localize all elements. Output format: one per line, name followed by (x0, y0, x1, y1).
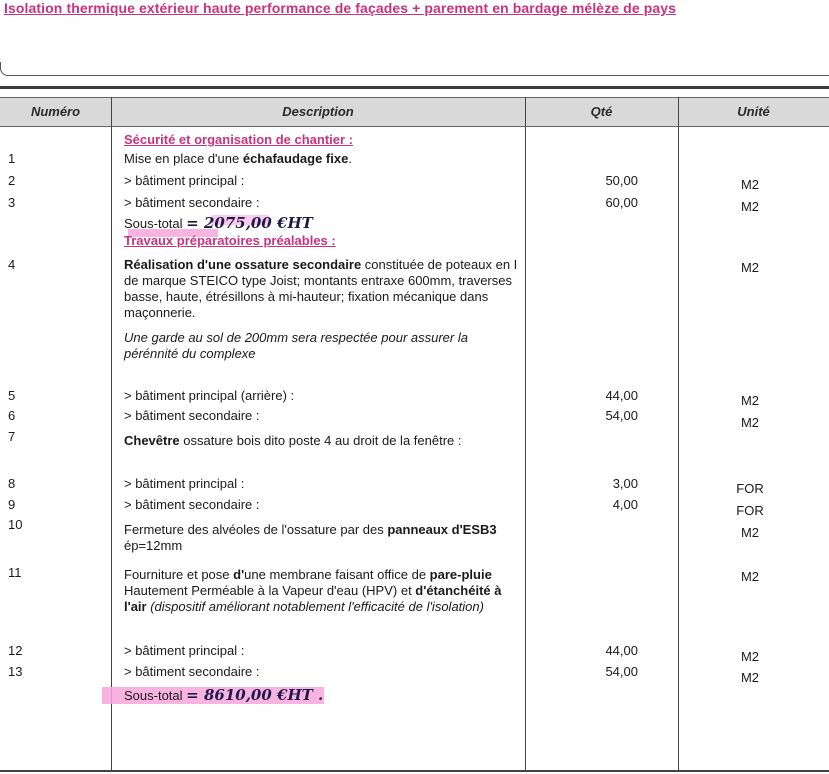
row-description: > bâtiment secondaire : (124, 408, 260, 423)
desc-text: . (348, 151, 352, 166)
row-number: 4 (8, 257, 16, 272)
row-quantity: 4,00 (612, 497, 638, 512)
header-unite: Unité (737, 104, 770, 119)
row-description: > bâtiment principal : (124, 173, 245, 188)
row-quantity: 60,00 (605, 195, 638, 210)
row-quantity: 44,00 (605, 388, 638, 403)
row-description (124, 567, 519, 615)
desc-text: ossature bois dito poste 4 au droit de la fenêtre : (179, 433, 462, 448)
row-number: 10 (8, 517, 23, 532)
row-description (124, 433, 519, 449)
row-description: > bâtiment principal : (124, 476, 245, 491)
row-number: 11 (8, 565, 22, 580)
row-description (124, 522, 519, 554)
row-number: 3 (8, 195, 16, 210)
handwritten-subtotal: = 2075,00 €HT (186, 214, 313, 232)
row-unit: M2 (740, 260, 760, 275)
column-divider (111, 97, 112, 770)
subtotal-label: Sous-total (124, 216, 183, 231)
desc-text: ép=12mm (124, 538, 183, 553)
row-description (124, 151, 519, 167)
row-unit: M2 (740, 199, 760, 214)
row-number: 5 (8, 388, 16, 403)
section-title: Travaux préparatoires préalables : (124, 233, 336, 248)
handwritten-subtotal: = 8610,00 €HT . (186, 686, 324, 704)
row-description: > bâtiment secondaire : (124, 497, 260, 512)
row-description (124, 257, 519, 321)
row-number: 12 (8, 643, 23, 658)
column-divider (525, 97, 526, 770)
row-unit: M2 (740, 670, 760, 685)
subtotal-label: Sous-total (124, 688, 183, 703)
row-unit: M2 (740, 177, 760, 192)
frame-border-line (0, 62, 829, 76)
table-header (0, 97, 829, 127)
row-description: > bâtiment secondaire : (124, 664, 260, 679)
column-divider (678, 97, 679, 770)
desc-text: Fourniture et pose (124, 567, 234, 582)
row-number: 9 (8, 497, 16, 512)
row-note: Une garde au sol de 200mm sera respectée pour assurer la pérénnité du complexe (124, 330, 468, 361)
row-unit: FOR (736, 481, 764, 496)
separator-line (0, 86, 829, 89)
desc-text: constituée de poteaux en I de marque STEICO type Joist; montants entraxe 600mm, traverses basse, haute, étrésillons à mi-hauteur; fixation mécanique dans maçonnerie. (124, 257, 518, 320)
row-number: 13 (8, 664, 23, 679)
desc-bold: d' (233, 567, 245, 582)
desc-bold: échafaudage fixe (242, 151, 349, 166)
desc-bold: Chevêtre (124, 433, 180, 448)
subtotal-row (124, 215, 519, 232)
document-title: Isolation thermique extérieur haute performance de façades + parement en bardage mélèze de pays (4, 0, 677, 16)
header-numero: Numéro (30, 104, 81, 119)
section-title: Sécurité et organisation de chantier : (124, 132, 353, 147)
desc-italic: (dispositif améliorant notablement l'efficacité de l'isolation) (146, 599, 484, 614)
row-unit: FOR (736, 503, 764, 518)
quote-table (0, 97, 829, 772)
row-description: > bâtiment principal : (124, 643, 245, 658)
desc-text: une membrane faisant office de (244, 567, 430, 582)
desc-bold: pare-pluie (429, 567, 492, 582)
row-unit: M2 (740, 649, 760, 664)
desc-bold: Réalisation d'une ossature secondaire (124, 257, 362, 272)
row-quantity: 50,00 (605, 173, 638, 188)
subtotal-row (124, 687, 519, 704)
header-qte: Qté (590, 104, 613, 119)
row-number: 7 (8, 429, 16, 444)
header-description: Description (282, 104, 354, 119)
row-description: > bâtiment principal (arrière) : (124, 388, 295, 403)
row-quantity: 44,00 (605, 643, 638, 658)
row-number: 1 (8, 151, 16, 166)
row-number: 8 (8, 476, 16, 491)
desc-bold: panneaux d'ESB3 (387, 522, 497, 537)
row-unit: M2 (740, 415, 760, 430)
desc-text: Fermeture des alvéoles de l'ossature par des (124, 522, 388, 537)
desc-bold: d'étanchéité à l'air (124, 583, 502, 614)
row-number: 6 (8, 408, 16, 423)
desc-text: Mise en place d'une (124, 151, 243, 166)
row-number: 2 (8, 173, 16, 188)
row-quantity: 54,00 (605, 664, 638, 679)
row-quantity: 54,00 (605, 408, 638, 423)
row-unit: M2 (740, 525, 760, 540)
row-unit: M2 (740, 393, 760, 408)
desc-text: Hautement Perméable à la Vapeur d'eau (HPV) et (124, 583, 416, 598)
row-quantity: 3,00 (612, 476, 638, 491)
row-unit: M2 (740, 569, 760, 584)
row-description: > bâtiment secondaire : (124, 195, 260, 210)
